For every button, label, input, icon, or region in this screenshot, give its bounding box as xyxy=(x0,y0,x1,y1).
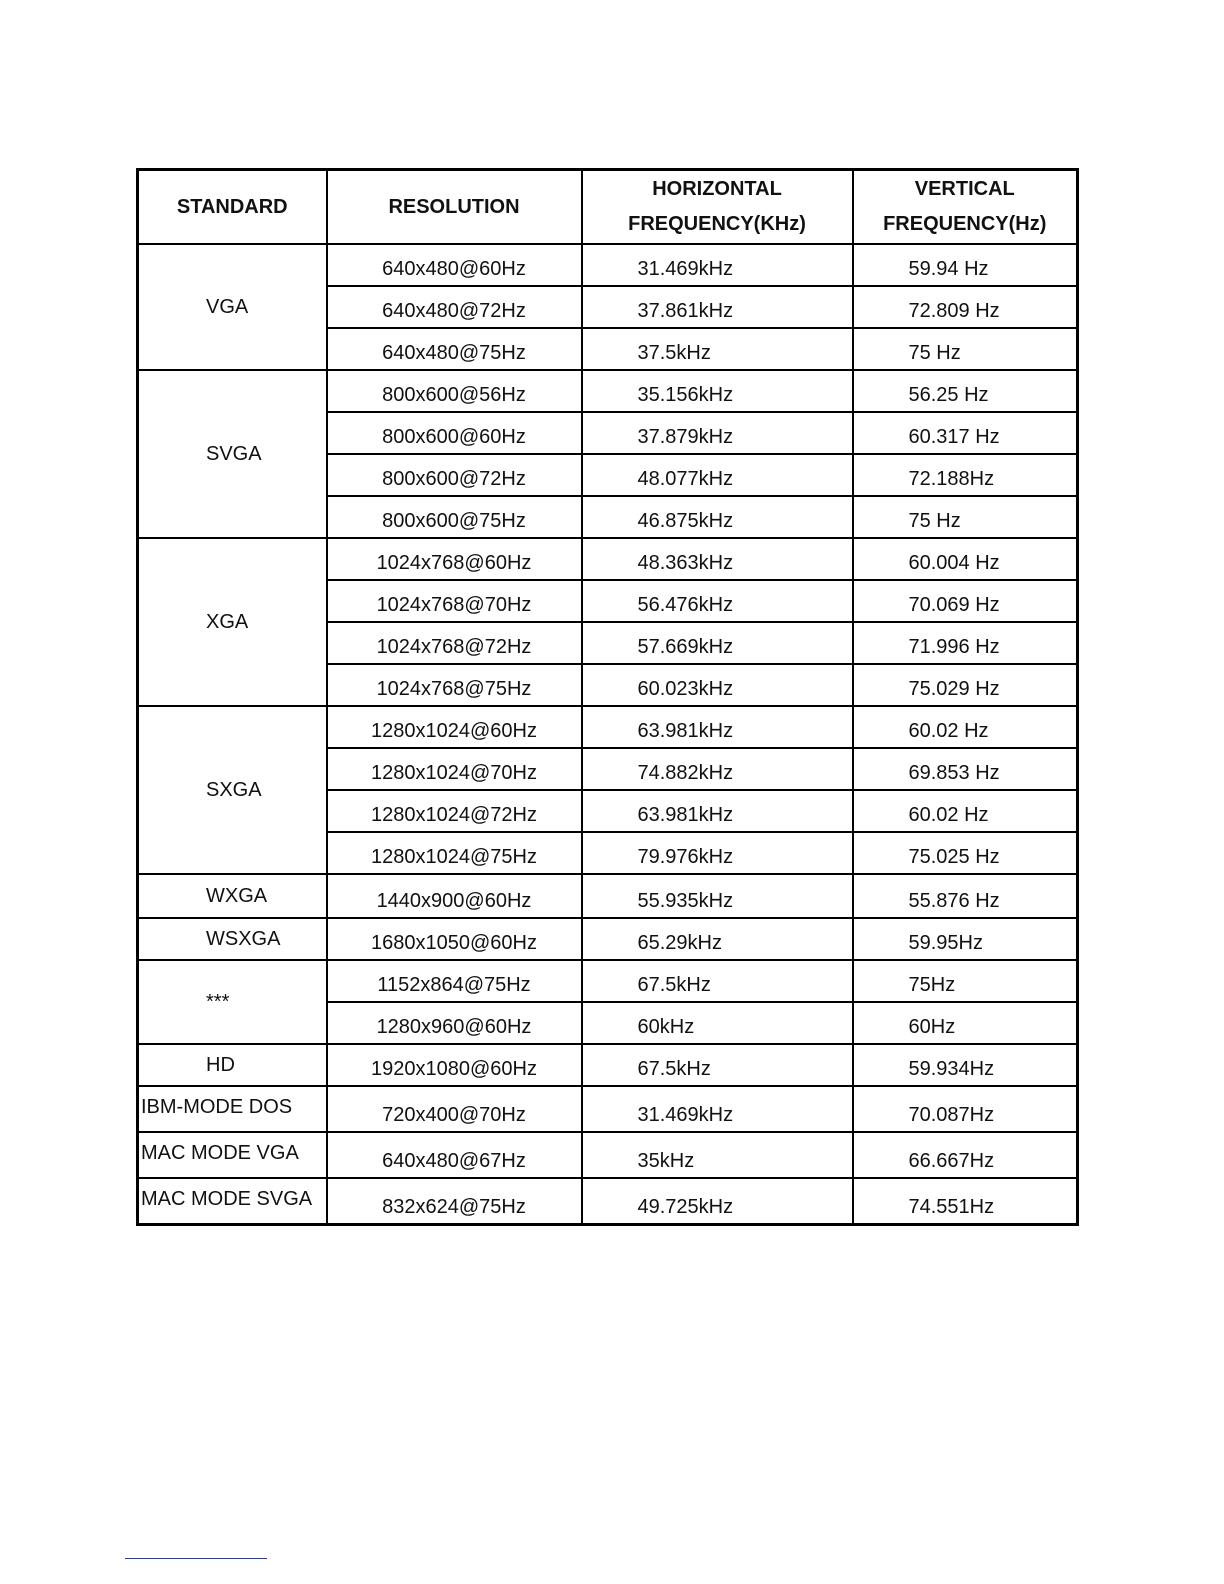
horizontal-frequency-cell: 35.156kHz xyxy=(582,370,853,412)
vertical-frequency-cell: 59.934Hz xyxy=(853,1044,1078,1086)
resolution-cell: 1024x768@72Hz xyxy=(327,622,582,664)
header-horizontal-line2: FREQUENCY(KHz) xyxy=(628,213,806,235)
vertical-frequency-cell: 71.996 Hz xyxy=(853,622,1078,664)
resolution-cell: 1440x900@60Hz xyxy=(327,874,582,918)
header-horizontal-line1: HORIZONTAL xyxy=(652,178,782,200)
horizontal-frequency-cell: 55.935kHz xyxy=(582,874,853,918)
timing-table xyxy=(136,168,1079,1226)
vertical-frequency-cell: 59.94 Hz xyxy=(853,244,1078,286)
header-vertical-line2: FREQUENCY(Hz) xyxy=(883,213,1047,235)
horizontal-frequency-cell: 48.363kHz xyxy=(582,538,853,580)
standard-cell: SVGA xyxy=(138,370,327,538)
vertical-frequency-cell: 55.876 Hz xyxy=(853,874,1078,918)
table-row xyxy=(138,1178,1078,1225)
vertical-frequency-cell: 75.025 Hz xyxy=(853,832,1078,874)
horizontal-frequency-cell: 46.875kHz xyxy=(582,496,853,538)
vertical-frequency-cell: 70.087Hz xyxy=(853,1086,1078,1132)
horizontal-frequency-cell: 56.476kHz xyxy=(582,580,853,622)
resolution-cell: 1024x768@70Hz xyxy=(327,580,582,622)
vertical-frequency-cell: 56.25 Hz xyxy=(853,370,1078,412)
header-row xyxy=(138,170,1078,245)
standard-cell: WSXGA xyxy=(138,918,327,960)
resolution-cell: 720x400@70Hz xyxy=(327,1086,582,1132)
table-row xyxy=(138,244,1078,286)
resolution-cell: 1152x864@75Hz xyxy=(327,960,582,1002)
horizontal-frequency-cell: 57.669kHz xyxy=(582,622,853,664)
standard-cell: SXGA xyxy=(138,706,327,874)
vertical-frequency-cell: 69.853 Hz xyxy=(853,748,1078,790)
vertical-frequency-cell: 60.004 Hz xyxy=(853,538,1078,580)
resolution-cell: 1280x1024@60Hz xyxy=(327,706,582,748)
vertical-frequency-cell: 75Hz xyxy=(853,960,1078,1002)
header-horizontal-frequency xyxy=(582,170,853,245)
table-row xyxy=(138,1132,1078,1178)
header-vertical-line1: VERTICAL xyxy=(914,178,1015,200)
horizontal-frequency-cell: 35kHz xyxy=(582,1132,853,1178)
resolution-cell: 640x480@60Hz xyxy=(327,244,582,286)
table-row xyxy=(138,370,1078,412)
table-row xyxy=(138,874,1078,918)
horizontal-frequency-cell: 60kHz xyxy=(582,1002,853,1044)
resolution-cell: 640x480@75Hz xyxy=(327,328,582,370)
horizontal-frequency-cell: 67.5kHz xyxy=(582,960,853,1002)
vertical-frequency-cell: 70.069 Hz xyxy=(853,580,1078,622)
horizontal-frequency-cell: 31.469kHz xyxy=(582,1086,853,1132)
horizontal-frequency-cell: 37.5kHz xyxy=(582,328,853,370)
resolution-cell: 832x624@75Hz xyxy=(327,1178,582,1225)
horizontal-frequency-cell: 63.981kHz xyxy=(582,706,853,748)
table-row xyxy=(138,706,1078,748)
vertical-frequency-cell: 75 Hz xyxy=(853,496,1078,538)
vertical-frequency-cell: 75 Hz xyxy=(853,328,1078,370)
standard-cell: IBM-MODE DOS xyxy=(138,1086,327,1132)
vertical-frequency-cell: 74.551Hz xyxy=(853,1178,1078,1225)
standard-cell: MAC MODE SVGA xyxy=(138,1178,327,1225)
standard-cell: VGA xyxy=(138,244,327,370)
horizontal-frequency-cell: 74.882kHz xyxy=(582,748,853,790)
vertical-frequency-cell: 60Hz xyxy=(853,1002,1078,1044)
vertical-frequency-cell: 59.95Hz xyxy=(853,918,1078,960)
horizontal-frequency-cell: 67.5kHz xyxy=(582,1044,853,1086)
vertical-frequency-cell: 75.029 Hz xyxy=(853,664,1078,706)
table-row xyxy=(138,918,1078,960)
table-row xyxy=(138,1044,1078,1086)
horizontal-frequency-cell: 48.077kHz xyxy=(582,454,853,496)
header-standard: STANDARD xyxy=(138,170,327,245)
horizontal-frequency-cell: 65.29kHz xyxy=(582,918,853,960)
resolution-cell: 640x480@67Hz xyxy=(327,1132,582,1178)
resolution-cell: 1280x960@60Hz xyxy=(327,1002,582,1044)
resolution-cell: 800x600@75Hz xyxy=(327,496,582,538)
resolution-cell: 800x600@72Hz xyxy=(327,454,582,496)
horizontal-frequency-cell: 31.469kHz xyxy=(582,244,853,286)
standard-cell: XGA xyxy=(138,538,327,706)
vertical-frequency-cell: 60.317 Hz xyxy=(853,412,1078,454)
standard-cell: HD xyxy=(138,1044,327,1086)
resolution-cell: 1024x768@75Hz xyxy=(327,664,582,706)
header-vertical-frequency xyxy=(853,170,1078,245)
resolution-cell: 1280x1024@75Hz xyxy=(327,832,582,874)
horizontal-frequency-cell: 37.879kHz xyxy=(582,412,853,454)
resolution-cell: 640x480@72Hz xyxy=(327,286,582,328)
horizontal-frequency-cell: 79.976kHz xyxy=(582,832,853,874)
standard-cell: *** xyxy=(138,960,327,1044)
table-row xyxy=(138,538,1078,580)
standard-cell: WXGA xyxy=(138,874,327,918)
footnote-separator-line xyxy=(125,1558,267,1559)
vertical-frequency-cell: 60.02 Hz xyxy=(853,790,1078,832)
horizontal-frequency-cell: 63.981kHz xyxy=(582,790,853,832)
resolution-cell: 1280x1024@72Hz xyxy=(327,790,582,832)
vertical-frequency-cell: 72.809 Hz xyxy=(853,286,1078,328)
header-resolution: RESOLUTION xyxy=(327,170,582,245)
resolution-cell: 800x600@60Hz xyxy=(327,412,582,454)
vertical-frequency-cell: 60.02 Hz xyxy=(853,706,1078,748)
resolution-cell: 1280x1024@70Hz xyxy=(327,748,582,790)
table-row xyxy=(138,960,1078,1002)
horizontal-frequency-cell: 60.023kHz xyxy=(582,664,853,706)
resolution-cell: 1920x1080@60Hz xyxy=(327,1044,582,1086)
horizontal-frequency-cell: 49.725kHz xyxy=(582,1178,853,1225)
standard-cell: MAC MODE VGA xyxy=(138,1132,327,1178)
vertical-frequency-cell: 72.188Hz xyxy=(853,454,1078,496)
vertical-frequency-cell: 66.667Hz xyxy=(853,1132,1078,1178)
table-row xyxy=(138,1086,1078,1132)
horizontal-frequency-cell: 37.861kHz xyxy=(582,286,853,328)
resolution-cell: 800x600@56Hz xyxy=(327,370,582,412)
resolution-cell: 1680x1050@60Hz xyxy=(327,918,582,960)
resolution-cell: 1024x768@60Hz xyxy=(327,538,582,580)
